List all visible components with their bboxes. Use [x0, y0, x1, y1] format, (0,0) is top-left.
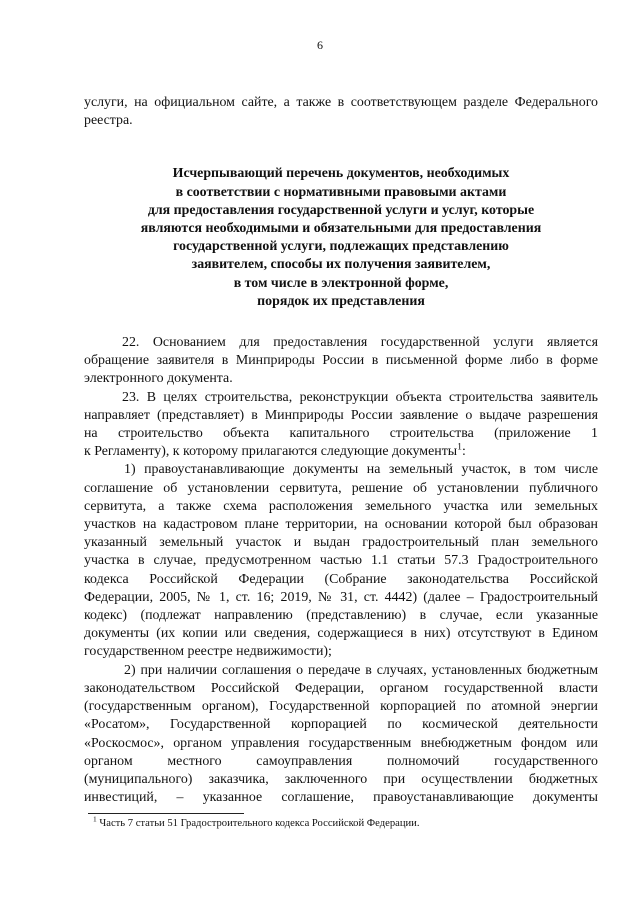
paragraph-line: участков на кадастровом плане территории, на основании которой был образован	[84, 517, 598, 533]
paragraph-line: 23. В целях строительства, реконструкции объекта строительства заявитель	[122, 389, 598, 405]
heading-line: для предоставления государственной услуги и услуг, которые	[147, 202, 535, 218]
paragraph-line: кодекса Российской Федерации (Собрание законодательства Российской	[84, 571, 598, 587]
heading-line: в соответствии с нормативными правовыми актами	[175, 184, 507, 200]
paragraph-line: направляет (представляет) в Минприроды России заявление о выдаче разрешения	[84, 407, 598, 423]
footnote-text: Часть 7 статьи 51 Градостроительного кодекса Российской Федерации.	[96, 818, 420, 829]
paragraph-line: органом местного самоуправления полномочий государственного	[84, 753, 598, 769]
footnote-divider	[88, 813, 244, 814]
paragraph-22	[84, 334, 598, 389]
footnote	[93, 814, 420, 831]
paragraph-line: 2) при наличии соглашения о передаче в случаях, установленных бюджетным	[124, 662, 598, 678]
paragraph-line: Федерации, 2005, № 1, ст. 16; 2019, № 31, ст. 4442) (далее – Градостроительный	[84, 589, 598, 605]
paragraph-line: соглашение об установлении сервитута, решение об установлении публичного	[84, 480, 598, 496]
paragraph-line: законодательством Российской Федерации, органом государственной власти	[84, 680, 598, 696]
paragraph-line: государственном реестре недвижимости);	[84, 644, 332, 660]
paragraph-line: (муниципального) заказчика, заключенного при осуществлении бюджетных	[84, 771, 598, 787]
subitem-1	[84, 461, 598, 661]
paragraph-line	[84, 443, 598, 461]
paragraph-line: электронного документа.	[84, 371, 233, 387]
paragraph-line: документы (их копии или сведения, содержащиеся в них) отсутствуют в Едином	[84, 626, 598, 642]
paragraph-text: :	[461, 444, 466, 460]
document-body	[84, 94, 598, 807]
intro-line: услуги, на официальном сайте, а также в соответствующем разделе Федерального	[84, 95, 598, 110]
heading-line: являются необходимыми и обязательными для предоставления	[140, 221, 542, 237]
footnote-reference[interactable]: 1	[457, 443, 462, 453]
paragraph-line: 22. Основанием для предоставления государственной услуги является	[122, 335, 598, 351]
heading-line: заявителем, способы их получения заявителем,	[191, 257, 491, 273]
section-heading	[84, 165, 598, 311]
paragraph-line: «Росатом», Государственной корпорацией по космической деятельности	[84, 717, 598, 733]
paragraph-line: участка в случае, предусмотренном частью 1.1 статьи 57.3 Градостроительного	[84, 553, 598, 569]
page-number: 6	[317, 38, 323, 52]
paragraph-line: на строительство объекта капитального строительства (приложение 1	[84, 426, 598, 442]
paragraph-line: обращение заявителя в Минприроды России в письменной форме либо в форме	[84, 353, 598, 369]
paragraph-line: инвестиций, – указанное соглашение, правоустанавливающие документы	[84, 790, 598, 806]
paragraph-text: к Регламенту), к которому прилагаются следующие документы	[84, 444, 458, 460]
paragraph-line: кодекс) (подлежат направлению (представлению) в случае, если указанные	[84, 608, 598, 624]
paragraph-line: указанный земельный участок и выдан градостроительный план земельного	[84, 535, 598, 551]
paragraph-line: 1) правоустанавливающие документы на земельный участок, в том числе	[124, 462, 598, 478]
heading-line: Исчерпывающий перечень документов, необходимых	[172, 166, 510, 182]
paragraph-line: «Роскосмос», органом управления государственным внебюджетным фондом или	[84, 735, 598, 751]
heading-line: в том числе в электронной форме,	[233, 275, 449, 291]
paragraph-line: сервитута, а также схема расположения земельного участка или земельных	[84, 498, 598, 514]
heading-line: государственной услуги, подлежащих представлению	[173, 239, 509, 255]
intro-line: реестра.	[84, 113, 133, 129]
heading-line: порядок их представления	[257, 293, 425, 309]
paragraph-23	[84, 389, 598, 462]
footnote-marker: 1	[93, 814, 97, 824]
paragraph-line: (государственным органом), Государственной корпорацией по атомной энергии	[84, 699, 598, 715]
subitem-2	[84, 662, 598, 808]
